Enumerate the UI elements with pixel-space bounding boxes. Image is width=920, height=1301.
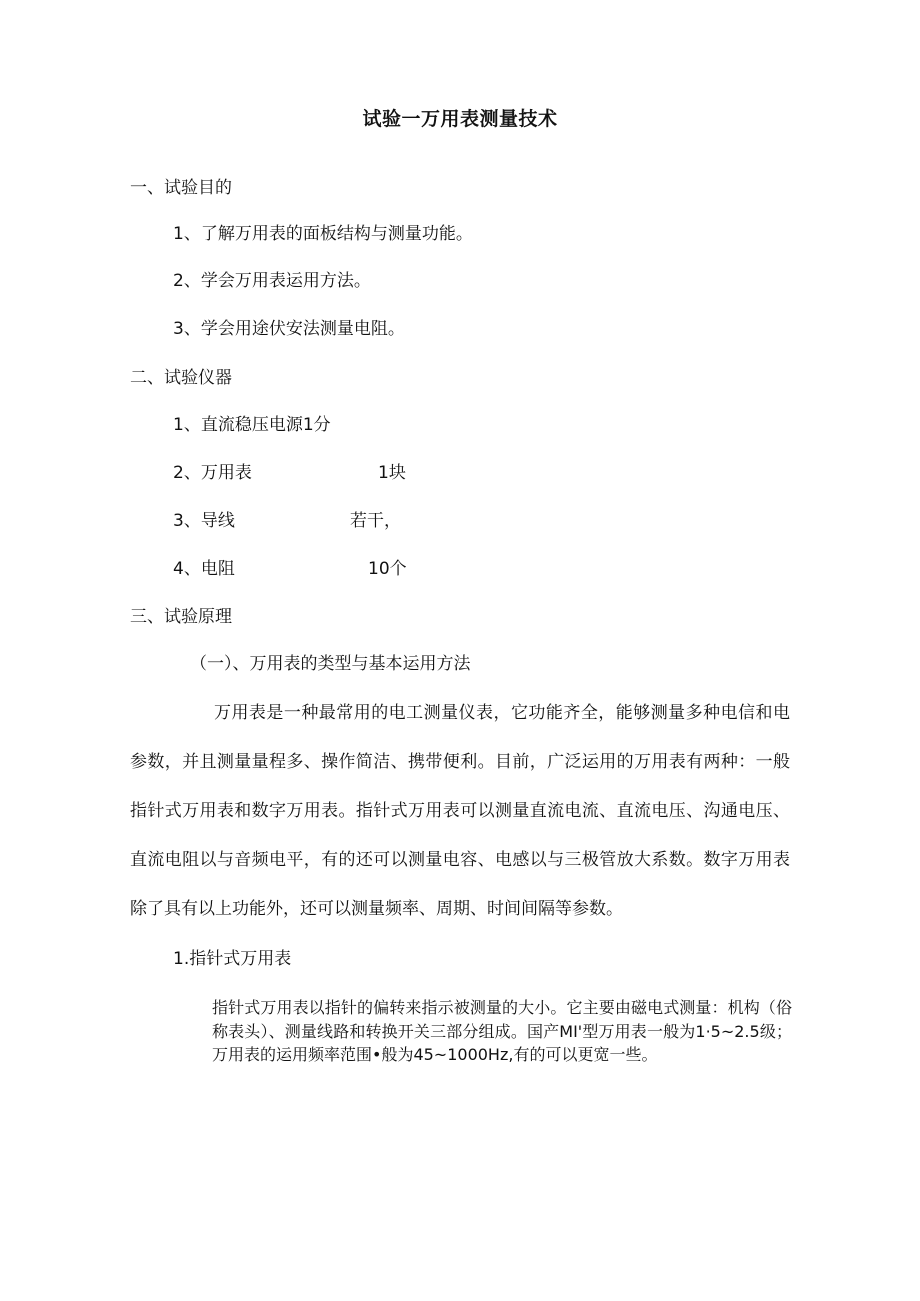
purpose-item-3: 3、学会用途伏安法测量电阻。	[173, 319, 405, 339]
purpose-item-1: 1、了解万用表的面板结构与测量功能。	[173, 224, 473, 244]
instrument-item-1	[173, 417, 331, 434]
instrument-quantity: 若干，	[350, 511, 401, 531]
purpose-item-2: 2、学会万用表运用方法。	[173, 271, 371, 291]
instrument-item-4	[173, 561, 573, 578]
instrument-item-2	[173, 465, 573, 482]
instrument-quantity: 10个	[368, 559, 407, 579]
principle-paragraph: 万用表是一种最常用的电工测量仪表，它功能齐全，能够测量多种电信和电参数，并且测量量程多、操作简洁、携带便利。目前，广泛运用的万用表有两种：一般指针式万用表和数字万用表。指针式万用表可以测量直流电流、直流电压、沟通电压、直流电阻以与音频电平，有的还可以测量电容、电感以与三极管放大系数。数字万用表除了具有以上功能外，还可以测量频率、周期、时间间隔等参数。	[130, 703, 790, 919]
instrument-label: 4、电阻	[173, 559, 235, 579]
instrument-item-3	[173, 513, 573, 530]
instrument-quantity: 1块	[378, 463, 406, 483]
instrument-label: 2、万用表	[173, 463, 252, 483]
instrument-label: 3、导线	[173, 511, 235, 531]
section-heading-instruments: 二、试验仪器	[130, 368, 232, 388]
pointer-meter-paragraph: 指针式万用表以指针的偏转来指示被测量的大小。它主要由磁电式测量：机构（俗称表头）、测量线路和转换开关三部分组成。国产MI'型万用表一般为1·5~2.5级；万用表的运用频率范围•般为45~1000Hz,有的可以更宽一些。	[212, 998, 792, 1064]
subsection-heading-pointer-meter: 1.指针式万用表	[173, 949, 292, 969]
section-heading-purpose: 一、试验目的	[130, 178, 232, 198]
section-heading-principle: 三、试验原理	[130, 607, 232, 627]
document-title: 试验一万用表测量技术	[362, 108, 558, 130]
instrument-label: 1、直流稳压电源1分	[173, 415, 331, 435]
subsection-heading-types: （一）、万用表的类型与基本运用方法	[190, 654, 471, 674]
